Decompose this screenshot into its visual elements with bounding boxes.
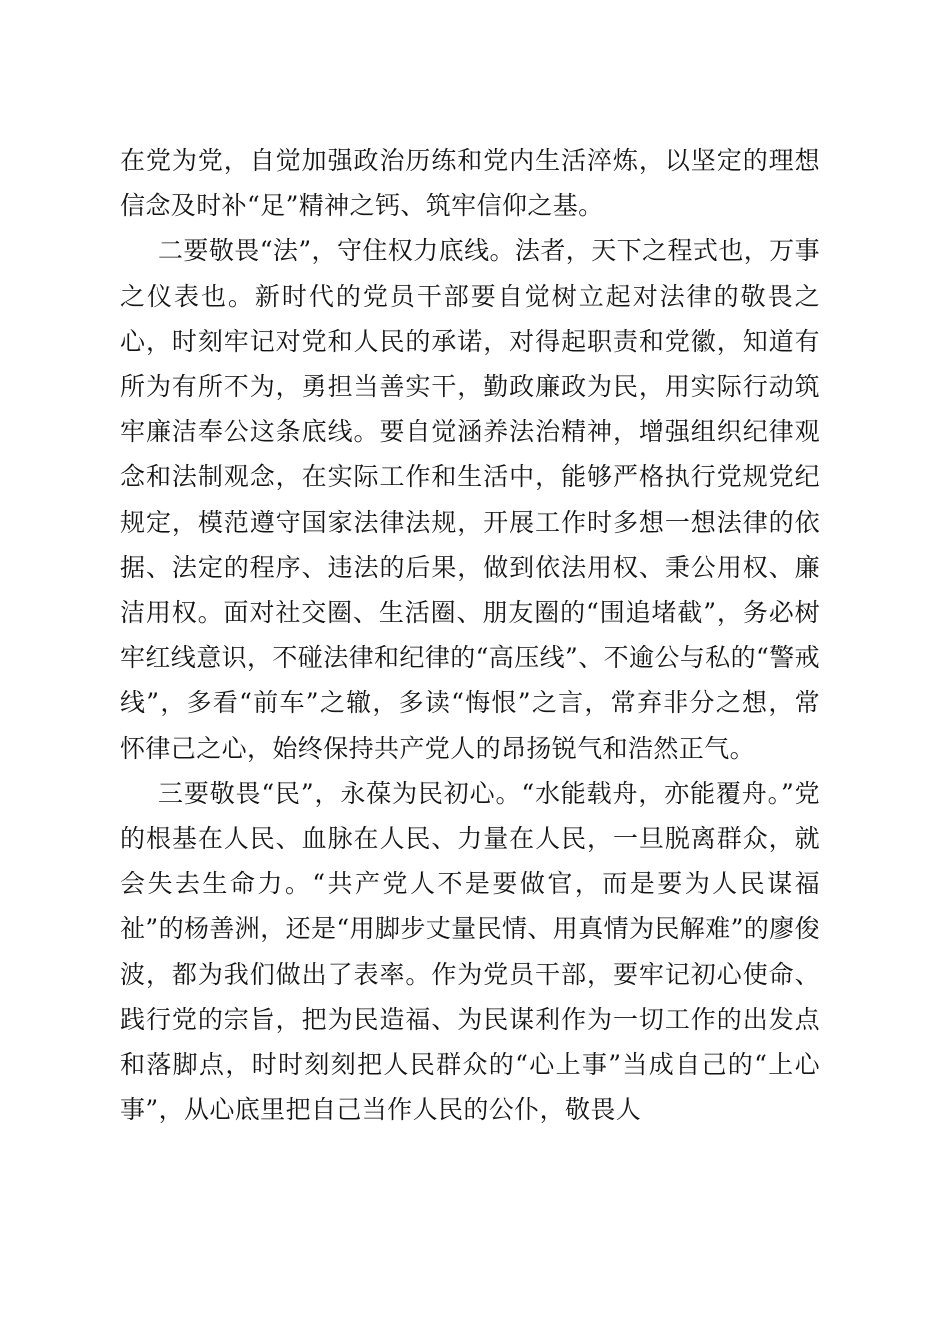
document-body <box>120 138 820 1132</box>
paragraph-respect-law: 二要敬畏“法”，守住权力底线。法者，天下之程式也，万事之仪表也。新时代的党员干部要自觉树立起对法律的敬畏之心，时刻牢记对党和人民的承诺，对得起职责和党徽，知道有所为有所不为，勇担当善实干，勤政廉政为民，用实际行动筑牢廉洁奉公这条底线。要自觉涵养法治精神，增强组织纪律观念和法制观念，在实际工作和生活中，能够严格执行党规党纪规定，模范遵守国家法律法规，开展工作时多想一想法律的依据、法定的程序、违法的后果，做到依法用权、秉公用权、廉洁用权。面对社交圈、生活圈、朋友圈的“围追堵截”，务必树牢红线意识，不碰法律和纪律的“高压线”、不逾公与私的“警戒线”，多看“前车”之辙，多读“悔恨”之言，常弃非分之想，常怀律己之心，始终保持共产党人的昂扬锐气和浩然正气。 <box>120 236 820 763</box>
paragraph-continuation: 在党为党，自觉加强政治历练和党内生活淬炼，以坚定的理想信念及时补“足”精神之钙、筑牢信仰之基。 <box>120 146 820 221</box>
paragraph-respect-people: 三要敬畏“民”，永葆为民初心。“水能载舟，亦能覆舟。”党的根基在人民、血脉在人民、力量在人民，一旦脱离群众，就会失去生命力。“共产党人不是要做官，而是要为人民谋福祉”的杨善洲，还是“用脚步丈量民情、用真情为民解难”的廖俊波，都为我们做出了表率。作为党员干部，要牢记初心使命、践行党的宗旨，把为民造福、为民谋利作为一切工作的出发点和落脚点，时时刻刻把人民群众的“心上事”当成自己的“上心事”，从心底里把自己当作人民的公仆，敬畏人 <box>120 778 820 1125</box>
